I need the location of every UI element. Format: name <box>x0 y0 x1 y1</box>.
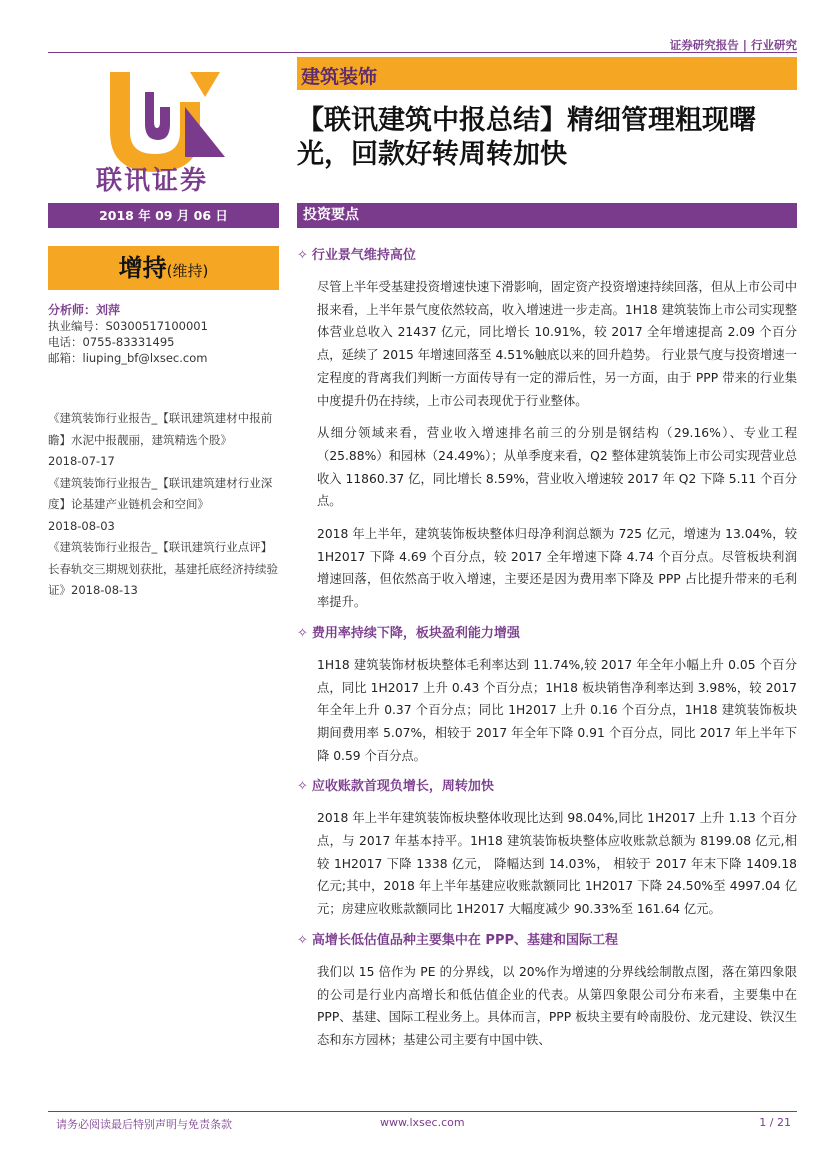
analyst-name: 分析师：刘萍 <box>48 303 121 317</box>
related-report-date: 2018-08-03 <box>48 518 115 533</box>
report-title: 【联讯建筑中报总结】精细管理粗现曙光，回款好转周转加快 <box>297 105 756 170</box>
section-heading: ✧ 应收账款首现负增长，周转加快 <box>297 779 494 795</box>
logo-purple-arc <box>145 92 170 140</box>
logo-text: 联讯证券 <box>96 166 209 196</box>
logo-purple-triangle <box>185 107 225 157</box>
section-heading: ✧ 高增长低估值品种主要集中在 PPP、基建和国际工程 <box>297 932 619 948</box>
section-block <box>297 931 797 1052</box>
report-type-tag: 证券研究报告 | 行业研究 <box>669 38 797 52</box>
related-reports <box>48 408 279 602</box>
analyst-license: 执业编号：S0300517100001 <box>48 319 208 333</box>
diamond-bullet-icon: ✧ <box>297 779 308 795</box>
related-report-date: 2018-07-17 <box>48 454 115 468</box>
section-heading: ✧ 费用率持续下降，板块盈利能力增强 <box>297 625 520 641</box>
paragraph: 1H18 建筑装饰材板块整体毛利率达到 11.74%,较 2017 年全年小幅上升 0.05 个百分点，同比 1H2017 上升 0.43 个百分点；1H18 板块销售净利率达到 3.98%，较 2017 年全年上升 0.37 个百分点；同比 1H2017 上升 0.16 个百分点，1H18 建筑装饰板块期间费用率 5.07%，相较于 2017 年全年下降 0.91 个百分点，同比 2017 年上半年下降 0.59 个百分点。 <box>317 657 797 763</box>
related-report-item[interactable]: 《建筑装饰行业报告_【联讯建筑建材行业深度】论基建产业链机会和空间》 <box>48 475 273 511</box>
analyst-phone: 电话：0755-83331495 <box>48 335 175 349</box>
paragraph: 从细分领域来看，营业收入增速排名前三的分别是钢结构（29.16%）、专业工程（25.88%）和园林（24.49%）；从单季度来看，Q2 整体建筑装饰上市公司实现营业总收入 11860.37 亿，同比增长 8.59%，营业收入增速较 2017 年 Q2 下降 5.11 个百分点。 <box>317 426 797 509</box>
page-number: 1 / 21 <box>759 1116 791 1129</box>
investment-highlights <box>297 246 797 1062</box>
related-report-item[interactable]: 《建筑装饰行业报告_【联讯建筑行业点评】长春轨交三期规划获批，基建托底经济持续验证》2018-08-13 <box>48 540 278 597</box>
analyst-info <box>48 302 208 366</box>
report-date: 2018 年 09 月 06 日 <box>48 203 279 228</box>
sector-label: 建筑装饰 <box>301 66 378 88</box>
diamond-bullet-icon: ✧ <box>297 625 308 641</box>
footer-disclaimer[interactable]: 请务必阅读最后特别声明与免责条款 <box>56 1118 232 1131</box>
rating-sub: (维持) <box>166 262 209 280</box>
section-block <box>297 624 797 768</box>
section-title: 投资要点 <box>297 203 797 228</box>
analyst-email[interactable]: 邮箱：liuping_bf@lxsec.com <box>48 351 208 365</box>
paragraph: 我们以 15 倍作为 PE 的分界线，以 20%作为增速的分界线绘制散点图，落在第四象限的公司是行业内高增长和低估值企业的代表。从第四象限公司分布来看，主要集中在 PPP、基建、国际工程业务上。具体而言，PPP 板块主要有岭南股份、龙元建设、铁汉生态和东方园林；基建公司主要有中国中铁、 <box>317 964 797 1047</box>
footer-divider <box>48 1111 797 1112</box>
diamond-bullet-icon: ✧ <box>297 248 308 263</box>
related-report-item[interactable]: 《建筑装饰行业报告_【联讯建筑建材中报前瞻】水泥中报靓丽，建筑精选个股》 <box>48 411 273 447</box>
header-divider <box>48 52 797 53</box>
footer-website[interactable]: www.lxsec.com <box>380 1116 465 1129</box>
paragraph: 2018 年上半年，建筑装饰板块整体归母净利润总额为 725 亿元，增速为 13.04%，较 1H2017 下降 4.69 个百分点，较 2017 全年增速下降 4.74 个百分点。尽管板块利润增速回落，但依然高于收入增速，主要还是因为费用率下降及 PPP 占比提升带来的毛利率提升。 <box>317 527 797 610</box>
logo-orange-triangle <box>190 72 220 97</box>
rating-main: 增持 <box>118 254 167 282</box>
sector-bar <box>297 57 797 90</box>
rating-box <box>48 246 279 290</box>
section-block <box>297 777 797 921</box>
paragraph: 尽管上半年受基建投资增速快速下滑影响，固定资产投资增速持续回落，但从上市公司中报来看，上半年景气度依然较高，收入增速进一步走高。1H18 建筑装饰上市公司实现整体营业总收入 21437 亿元，同比增长 10.91%，较 2017 全年增速提高 2.09 个百分点，延续了 2015 年增速回落至 4.51%触底以来的回升趋势。 行业景气度与投资增速一定程度的背离我们判断一方面传导有一定的滞后性，另一方面，由于 PPP 带来的行业集中度提升仍在持续，上市公司表现优于行业整体。 <box>317 280 797 408</box>
section-block <box>297 246 797 614</box>
section-heading: ✧ 行业景气维持高位 <box>297 248 416 263</box>
paragraph: 2018 年上半年建筑装饰板块整体收现比达到 98.04%,同比 1H2017 上升 1.13 个百分点，与 2017 年基本持平。1H18 建筑装饰板块整体应收账款总额为 8199.08 亿元,相较 1H2017 下降 1338 亿元， 降幅达到 14.03%， 相较于 2017 年末下降 1409.18 亿元;其中，2018 年上半年基建应收账款额同比 1H2017 下降 24.50%至 4997.04 亿元；房建应收账款额同比 1H2017 大幅度减少 90.33%至 161.64 亿元。 <box>317 811 797 917</box>
diamond-bullet-icon: ✧ <box>297 932 308 948</box>
